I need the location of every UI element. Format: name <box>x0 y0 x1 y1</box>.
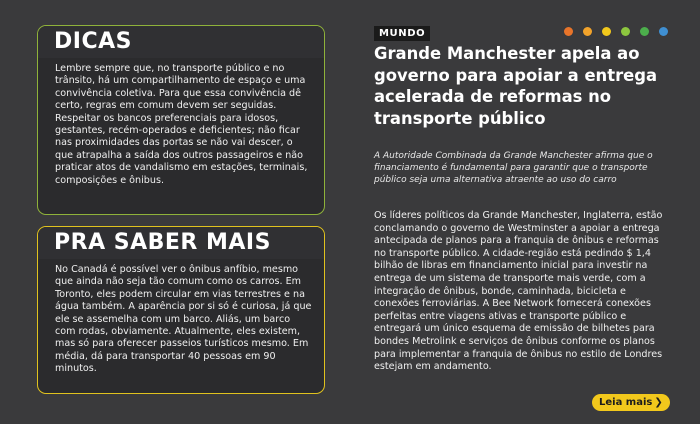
article-body: Os líderes políticos da Grande Manchester, Inglaterra, estão conclamando o governo de Westminster a apoiar a entrega antecipada de planos para a franquia de ônibus e reformas no transporte público. A cidade-região está pedindo $ 1,4 bilhão de libras em financiamento inicial para investir na entrega de um sistema de transporte mais verde, com a integração de ônibus, bonde, caminhada, bicicleta e conexões ferroviárias. A Bee Network fornecerá conexões perfeitas entre viagens ativas e transporte público e entregará um único esquema de emissão de bilhetes para bondes Metrolink e serviços de ônibus conforme os planos para implementar a franquia de ônibus no estilo de Londres estejam em andamento. <box>374 210 663 373</box>
article-headline: Grande Manchester apela ao governo para apoiar a entrega acelerada de reformas no transporte público <box>374 44 658 128</box>
did-you-know-card <box>37 226 325 394</box>
tips-title: DICAS <box>54 29 132 54</box>
did-you-know-header <box>38 227 324 259</box>
did-you-know-title: PRA SABER MAIS <box>54 230 271 255</box>
dot-6 <box>659 27 668 36</box>
tips-card <box>37 25 325 215</box>
tips-card-header <box>38 26 324 58</box>
dot-4 <box>621 27 630 36</box>
read-more-label: Leia mais <box>599 397 653 408</box>
dot-2 <box>583 27 592 36</box>
article-lead: A Autoridade Combinada da Grande Manchester afirma que o financiamento é fundamental para garantir que o transporte público seja uma alternativa atraente ao uso do carro <box>374 151 653 185</box>
chevron-right-icon: ❯ <box>654 397 663 408</box>
dot-3 <box>602 27 611 36</box>
category-tag: MUNDO <box>374 26 430 41</box>
tips-body: Lembre sempre que, no transporte público e no trânsito, há um compartilhamento de espaço e uma convivência coletiva. Para que essa convivência dê certo, regras em comum devem ser seguidas. Respeitar os bancos preferenciais para idosos, gestantes, recém-operados e deficientes; não ficar nas proximidades das portas se não vai descer, o que atrapalha a saída dos outros passageiros e não praticar atos de vandalismo em estações, terminais, composições e ônibus. <box>55 63 308 186</box>
dot-5 <box>640 27 649 36</box>
did-you-know-body: No Canadá é possível ver o ônibus anfíbio, mesmo que ainda não seja tão comum como os carros. Em Toronto, eles podem circular em vias terrestres e na água também. A aparência por si só é curiosa, já que ele se assemelha com um barco. Aliás, um barco com rodas, obviamente. Atualmente, eles existem, mas só para oferecer passeios turísticos mesmo. Em média, dá para transportar 40 pessoas em 90 minutos. <box>55 264 312 375</box>
dot-1 <box>564 27 573 36</box>
read-more-button[interactable] <box>592 394 670 411</box>
